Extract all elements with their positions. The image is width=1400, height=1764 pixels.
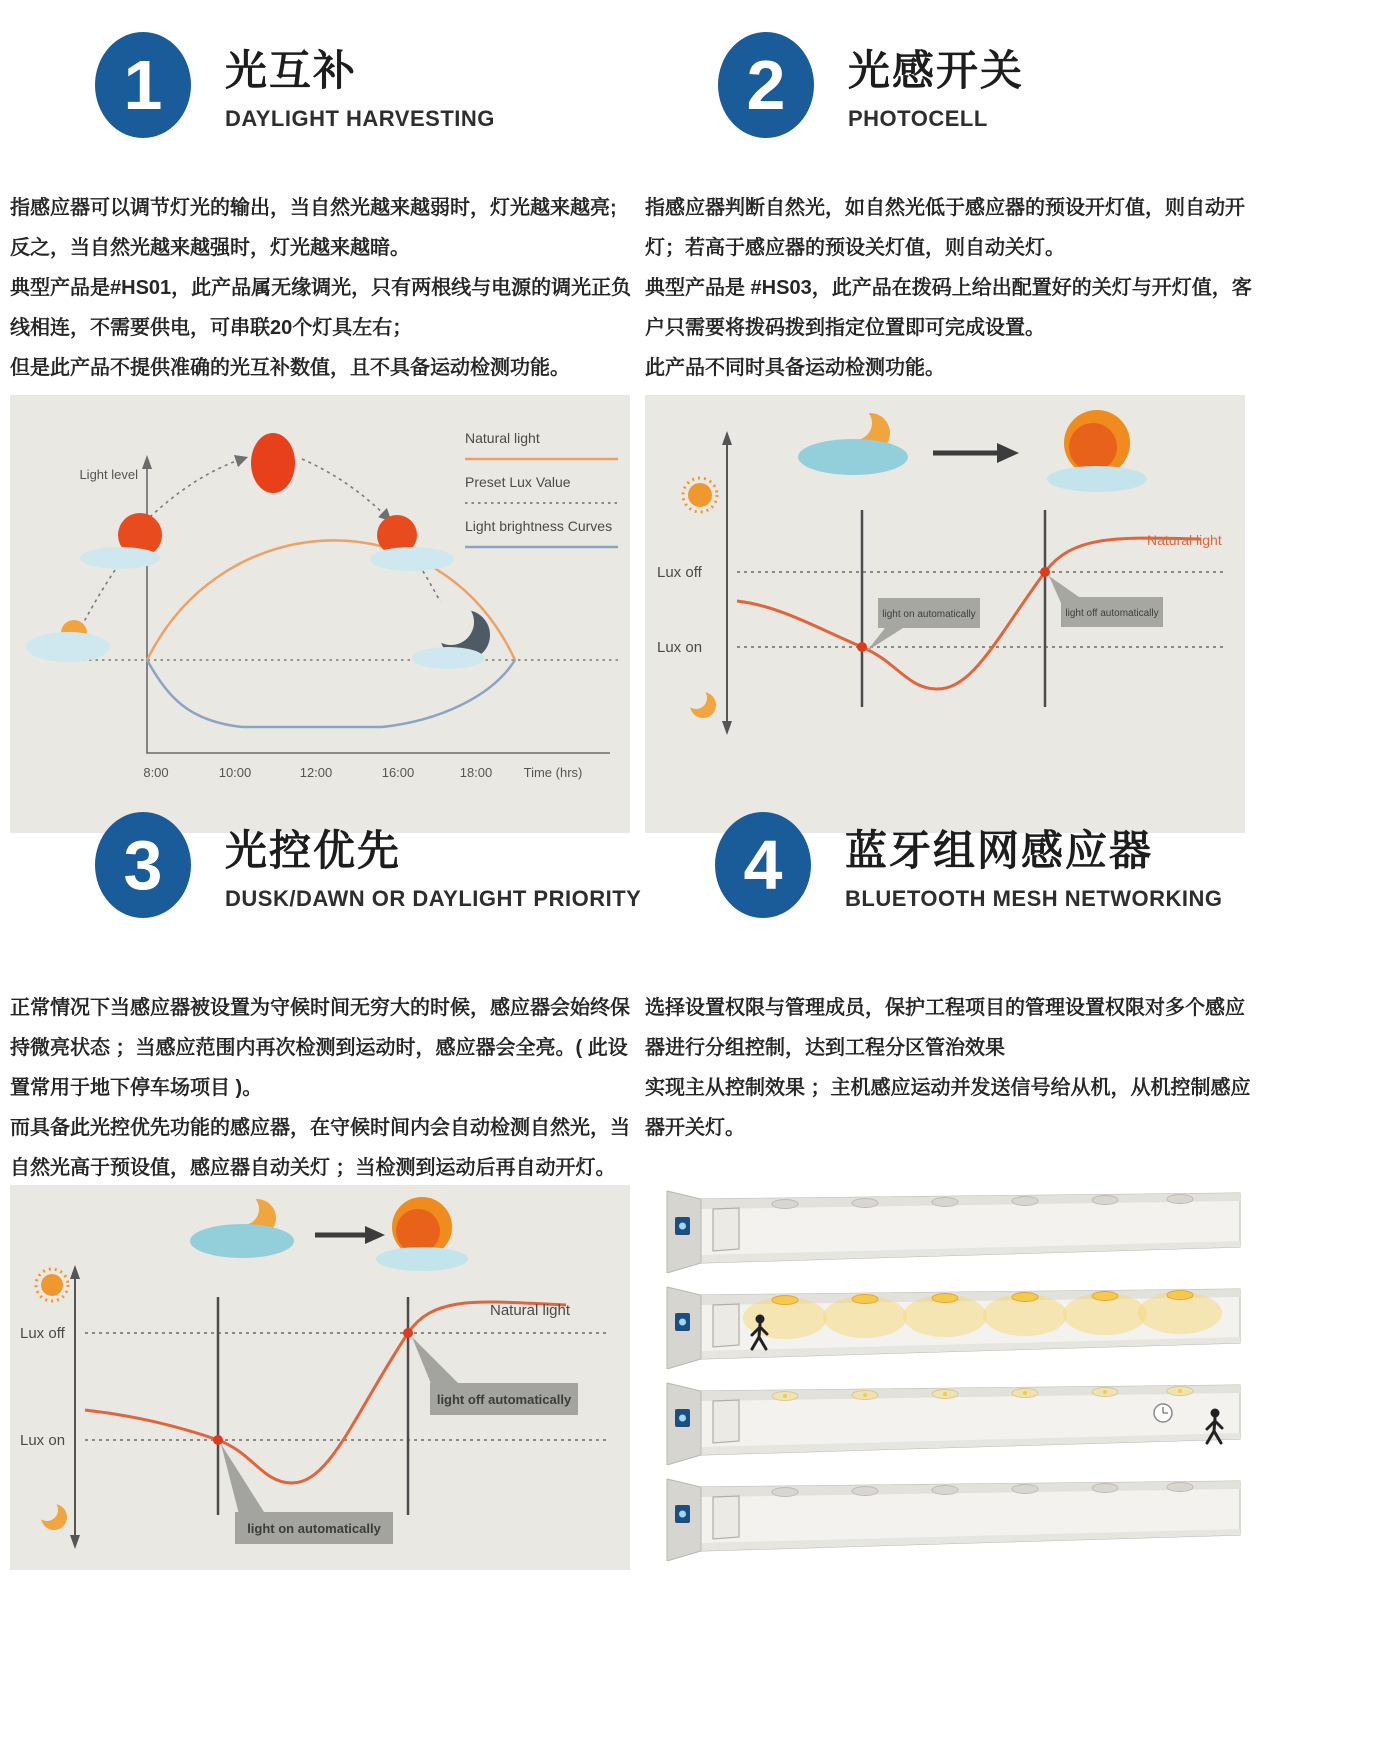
- photocell-chart: [645, 395, 1245, 833]
- lux-off-point: [1040, 567, 1050, 577]
- section-1-title-en: DAYLIGHT HARVESTING: [225, 106, 495, 131]
- section-paragraph: 指感应器可以调节灯光的输出，当自然光越来越弱时，灯光越来越亮;反之，当自然光越来越强时，灯光越来越暗。: [10, 197, 617, 259]
- section-paragraph: 典型产品是 #HS03，此产品在拨码上给出配置好的关灯与开灯值，客户只需要将拨码拨到指定位置即可完成设置。: [645, 277, 1252, 339]
- section-paragraph: 典型产品是#HS01，此产品属无缘调光，只有两根线与电源的调光正负线相连，不需要供电，可串联20个灯具左右；: [10, 277, 632, 339]
- lux-off-label: Lux off: [20, 1325, 65, 1342]
- sensor-icon: [675, 1217, 690, 1235]
- section-paragraph: 选择设置权限与管理成员，保护工程项目的管理设置权限对多个感应器进行分组控制，达到工程分区管治效果: [645, 997, 1245, 1059]
- section-paragraph: 正常情况下当感应器被设置为守候时间无穷大的时候，感应器会始终保持微亮状态 ；当感应范围内再次检测到运动时，感应器会全亮。( 此设置常用于地下停车场项目 )。: [10, 997, 630, 1099]
- legend-natural-light: Natural light: [465, 430, 540, 446]
- natural-light-label: Natural light: [490, 1302, 571, 1319]
- legend-preset-lux: Preset Lux Value: [465, 474, 571, 490]
- section-2-title-zh: 光感开关: [848, 47, 1025, 94]
- section-paragraph: 此产品不同时具备运动检测功能。: [645, 357, 945, 379]
- y-axis-label: Light level: [79, 467, 138, 482]
- lux-off-label: Lux off: [657, 564, 702, 581]
- x-tick: 16:00: [381, 765, 415, 780]
- section-2-number-badge: 2: [718, 32, 814, 138]
- section-1-body: [10, 188, 632, 388]
- sensor-icon: [675, 1313, 690, 1331]
- x-tick: 8:00: [143, 765, 169, 780]
- section-paragraph: 指感应器判断自然光，如自然光低于感应器的预设开灯值，则自动开灯；若高于感应器的预设关灯值，则自动关灯。: [645, 197, 1245, 259]
- corridor-row-lights-on: [655, 1281, 1247, 1369]
- section-3-title-en: DUSK/DAWN OR DAYLIGHT PRIORITY: [225, 886, 642, 911]
- section-4-title-en: BLUETOOTH MESH NETWORKING: [845, 886, 1223, 911]
- callout-text: light on automatically: [247, 1521, 381, 1536]
- door-icon: [713, 1496, 739, 1539]
- lux-off-point: [403, 1328, 413, 1338]
- lux-on-point: [857, 642, 867, 652]
- section-4-number-badge: 4: [715, 812, 811, 918]
- section-4-body: [645, 988, 1257, 1148]
- door-icon: [713, 1304, 739, 1347]
- x-tick: 12:00: [299, 765, 333, 780]
- mesh-networking-diagram: [655, 1185, 1247, 1561]
- door-icon: [713, 1208, 739, 1251]
- daylight-harvesting-chart: [10, 395, 630, 833]
- callout-text: light on automatically: [882, 609, 976, 620]
- legend-brightness: Light brightness Curves: [465, 518, 613, 534]
- section-3-body: [10, 988, 632, 1188]
- section-1-title-zh: 光互补: [225, 47, 358, 94]
- lux-on-label: Lux on: [657, 639, 703, 656]
- sensor-icon: [675, 1505, 690, 1523]
- section-1-number-badge: 1: [95, 32, 191, 138]
- section-4-header: [715, 812, 1223, 918]
- sensor-icon: [675, 1409, 690, 1427]
- section-4-title-zh: 蓝牙组网感应器: [845, 827, 1154, 874]
- callout-text: light off automatically: [436, 1392, 572, 1407]
- x-tick: 10:00: [218, 765, 252, 780]
- section-3-header: [95, 812, 641, 918]
- corridor-row-lights-off: [655, 1185, 1247, 1273]
- section-2-title-en: PHOTOCELL: [848, 106, 988, 131]
- x-tick: 18:00: [459, 765, 493, 780]
- corridor-row-lights-off: [655, 1473, 1247, 1561]
- section-2-header: [718, 32, 1024, 138]
- section-3-number-badge: 3: [95, 812, 191, 918]
- section-3-title-zh: 光控优先: [225, 827, 402, 874]
- natural-light-label: Natural light: [1147, 532, 1222, 548]
- x-axis-label: Time (hrs): [523, 765, 583, 780]
- section-paragraph: 实现主从控制效果 ；主机感应运动并发送信号给从机，从机控制感应器开关灯。: [645, 1077, 1251, 1139]
- daylight-priority-chart: [10, 1185, 630, 1570]
- clock-icon: [1154, 1404, 1172, 1422]
- door-icon: [713, 1400, 739, 1443]
- lux-on-point: [213, 1435, 223, 1445]
- noon-sun-icon: [251, 433, 295, 493]
- section-1-header: [95, 32, 495, 138]
- corridor-row-lights-dim: [655, 1377, 1247, 1465]
- section-paragraph: 而具备此光控优先功能的感应器，在守候时间内会自动检测自然光，当自然光高于预设值，感应器自动关灯 ；当检测到运动后再自动开灯。: [10, 1117, 630, 1179]
- lux-on-label: Lux on: [20, 1432, 66, 1449]
- section-paragraph: 但是此产品不提供准确的光互补数值，且不具备运动检测功能。: [10, 357, 570, 379]
- section-2-body: [645, 188, 1257, 388]
- callout-text: light off automatically: [1065, 608, 1159, 619]
